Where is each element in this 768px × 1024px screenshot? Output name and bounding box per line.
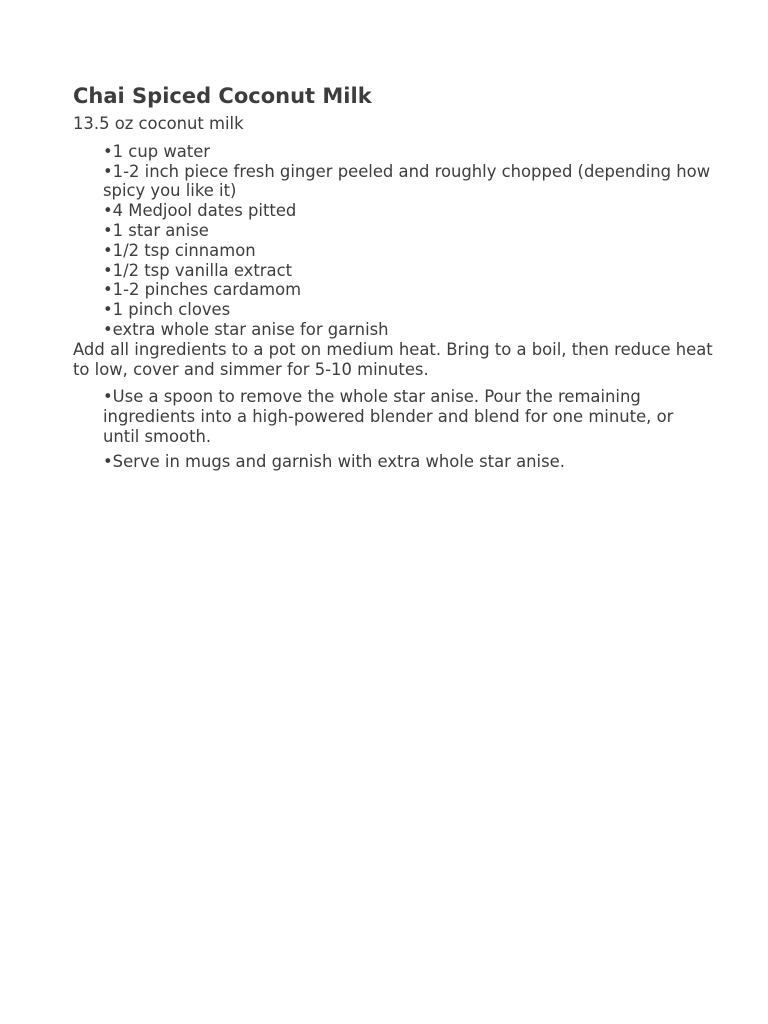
ingredient-list: [103, 142, 713, 340]
list-item: •4 Medjool dates pitted: [103, 201, 297, 221]
list-item: •1-2 pinches cardamom: [103, 280, 302, 300]
list-item: •1/2 tsp cinnamon: [103, 240, 256, 260]
list-item: •1 pinch cloves: [103, 300, 231, 320]
list-item: •1 cup water: [103, 141, 211, 161]
list-item: •1/2 tsp vanilla extract: [103, 260, 293, 280]
list-item: •1-2 inch piece fresh ginger peeled and roughly chopped (depending how spicy you like it): [103, 161, 711, 201]
list-item: •Use a spoon to remove the whole star anise. Pour the remaining ingredients into a high-powered blender and blend for one minute, or until smooth.: [103, 387, 674, 446]
instruction-list: [103, 387, 713, 471]
list-item: •1 star anise: [103, 220, 209, 240]
recipe-document: [73, 83, 713, 477]
first-ingredient: 13.5 oz coconut milk: [73, 114, 244, 133]
list-item: •extra whole star anise for garnish: [103, 319, 389, 339]
instruction-step-1: Add all ingredients to a pot on medium heat. Bring to a boil, then reduce heat to low, cover and simmer for 5-10 minutes.: [73, 339, 713, 379]
recipe-title: Chai Spiced Coconut Milk: [73, 84, 372, 108]
list-item: •Serve in mugs and garnish with extra whole star anise.: [103, 451, 565, 471]
